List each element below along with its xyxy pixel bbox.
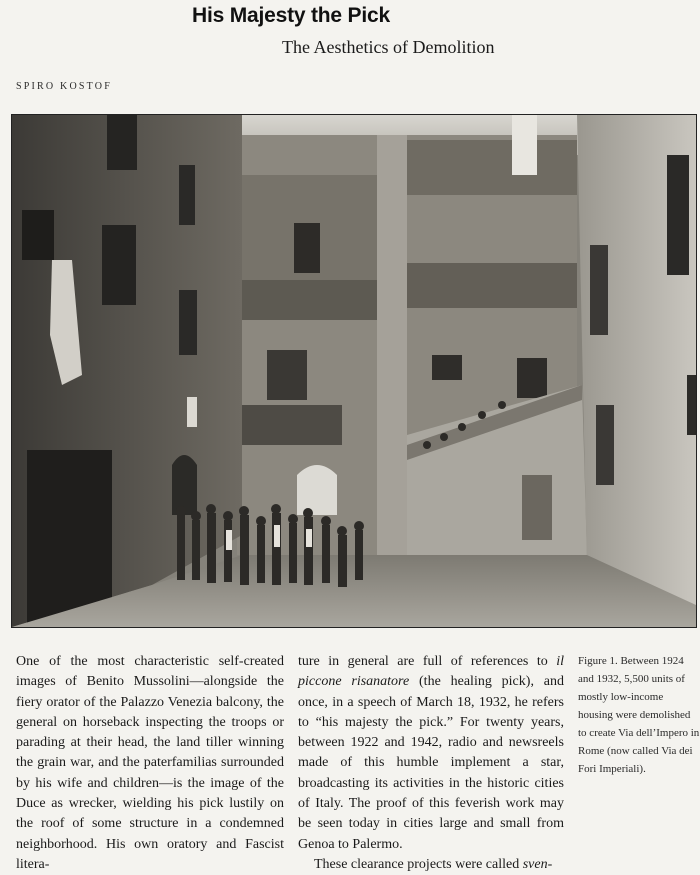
body-paragraph <box>298 652 564 855</box>
body-paragraph: One of the most characteristic self-created images of Benito Mussolini—alongside the fiery orator of the Palazzo Venezia balcony, the general on horseback inspecting the troops or parading at their head, the land tiller winning the grain war, and the paterfamilias surrounded by his wife and children—is the image of the Duce as wrecker, wielding his pick lustily on the roof of some structure in a condemned neighborhood. His own oratory and Fascist litera- <box>16 654 284 872</box>
italic-word: sven- <box>522 856 553 872</box>
author-name: SPIRO KOSTOF <box>16 81 112 92</box>
article-subtitle: The Aesthetics of Demolition <box>282 37 495 57</box>
photo-illustration <box>12 115 696 627</box>
text-segment: ture in general are full of references to <box>298 654 557 669</box>
body-paragraph <box>298 855 564 875</box>
italic-phrase: il piccone risanatore <box>298 654 564 690</box>
figure-caption: Figure 1. Between 1924 and 1932, 5,500 units of mostly low-income housing were demolished to create Via dell’Impero in Rome (now called Via dei Fori Imperiali). <box>578 655 700 775</box>
article-title: His Majesty the Pick <box>192 4 390 27</box>
body-column-2 <box>298 652 564 875</box>
courtyard-photograph <box>11 114 697 628</box>
body-column-1 <box>16 652 284 875</box>
text-segment: (the healing pick), and once, in a speech of March 18, 1932, he refers to “his majesty the pick.” For twenty years, between 1922 and 1942, radio and newsreels made of this humble implement a star, broadcasting its activities in the historic cities of Italy. The proof of this feverish work may be seen today in cities large and small from Genoa to Palermo. <box>298 674 564 852</box>
text-segment: These clearance projects were called <box>314 856 523 872</box>
